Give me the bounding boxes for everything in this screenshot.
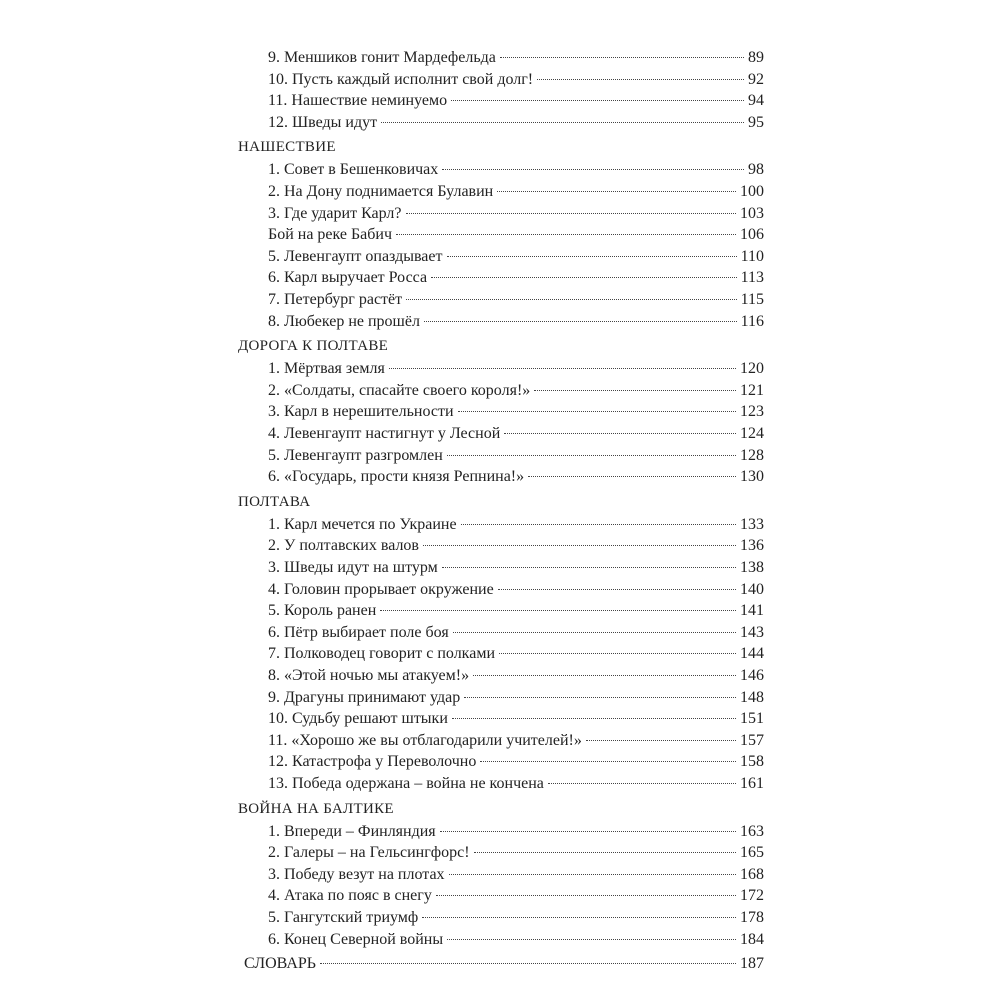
toc-entry[interactable]	[268, 70, 764, 90]
entry-title: 2. Галеры – на Гельсингфорс!	[268, 844, 470, 862]
dot-leader	[447, 939, 736, 940]
entry-page-number: 146	[740, 667, 764, 684]
toc-entry[interactable]	[268, 666, 764, 686]
entry-title: 1. Совет в Бешенковичах	[268, 161, 439, 179]
entry-title: 3. Где ударит Карл?	[268, 204, 402, 222]
dot-leader	[528, 476, 736, 477]
entry-page-number: 141	[740, 602, 764, 620]
section-title: НАШЕСТВИЕ	[238, 139, 336, 156]
entry-title: 1. Карл мечется по Украине	[268, 515, 457, 533]
entry-page-number: 92	[748, 70, 764, 88]
dot-leader	[473, 675, 736, 676]
toc-entry[interactable]	[268, 182, 764, 202]
toc-entry[interactable]	[268, 623, 764, 643]
dot-leader	[452, 718, 736, 719]
toc-entry[interactable]	[268, 402, 764, 422]
entry-title: 13. Победа одержана – война не кончена	[268, 775, 544, 792]
entry-title: 6. «Государь, прости князя Репнина!»	[268, 468, 525, 486]
toc-entry[interactable]	[268, 930, 764, 950]
entry-title: 5. Левенгаупт разгромлен	[268, 446, 443, 464]
toc-entry[interactable]	[268, 381, 764, 401]
entry-page-number: 158	[740, 753, 764, 771]
toc-entry[interactable]	[268, 774, 764, 794]
entry-page-number: 113	[740, 269, 764, 287]
toc-entry[interactable]	[268, 247, 764, 267]
dot-leader	[440, 831, 736, 832]
entry-title: 1. Мёртвая земля	[268, 360, 385, 378]
toc-entry[interactable]	[268, 688, 764, 708]
toc-entry[interactable]	[268, 536, 764, 556]
entry-page-number: 165	[740, 844, 764, 862]
entry-page-number: 168	[740, 865, 764, 883]
entry-page-number: 124	[740, 425, 764, 442]
entry-title: 3. Карл в нерешительности	[268, 403, 454, 421]
entry-page-number: 123	[740, 403, 764, 421]
entry-page-number: 115	[740, 291, 764, 308]
dot-leader	[442, 567, 736, 568]
entry-title: 6. Пётр выбирает поле боя	[268, 623, 449, 641]
entry-title: 4. Левенгаупт настигнут у Лесной	[268, 425, 501, 442]
entry-page-number: 130	[740, 468, 764, 486]
entry-page-number: 100	[740, 183, 764, 200]
toc-entry[interactable]	[268, 48, 764, 68]
toc-entry[interactable]	[268, 515, 764, 535]
entry-page-number: 110	[740, 247, 764, 265]
dot-leader	[449, 874, 736, 875]
dot-leader	[389, 368, 736, 369]
entry-title: 5. Король ранен	[268, 602, 377, 620]
toc-entry[interactable]	[268, 312, 764, 332]
entry-page-number: 103	[740, 204, 764, 222]
entry-title: 2. На Дону поднимается Булавин	[268, 183, 494, 200]
dot-leader	[497, 191, 736, 192]
section-title: ДОРОГА К ПОЛТАВЕ	[238, 338, 389, 355]
dot-leader	[480, 761, 736, 762]
section-heading[interactable]	[238, 336, 428, 356]
entry-page-number: 172	[740, 887, 764, 905]
entry-title: 3. Шведы идут на штурм	[268, 559, 438, 576]
entry-title: 7. Петербург растёт	[268, 291, 403, 308]
toc-entry[interactable]	[268, 580, 764, 600]
entry-page-number: 157	[740, 731, 764, 749]
dot-leader	[381, 122, 744, 123]
glossary-entry[interactable]	[244, 954, 764, 974]
dot-leader	[320, 963, 736, 964]
entry-page-number: 178	[740, 909, 764, 926]
dot-leader	[548, 783, 736, 784]
entry-page-number: 148	[740, 688, 764, 706]
toc-entry[interactable]	[268, 268, 764, 288]
section-title: ВОЙНА НА БАЛТИКЕ	[238, 800, 394, 817]
toc-entry[interactable]	[268, 644, 764, 664]
toc-entry[interactable]	[268, 290, 764, 310]
entry-title: 6. Карл выручает Росса	[268, 269, 428, 287]
dot-leader	[422, 917, 736, 918]
entry-page-number: 161	[740, 775, 764, 792]
entry-title: 4. Головин прорывает окружение	[268, 580, 494, 598]
toc-entry[interactable]	[268, 446, 764, 466]
entry-title: 6. Конец Северной войны	[268, 930, 444, 948]
entry-title: 8. Любекер не прошёл	[268, 312, 420, 330]
toc-entry[interactable]	[268, 843, 764, 863]
dot-leader	[447, 256, 737, 257]
entry-page-number: 98	[748, 161, 764, 179]
toc-entry[interactable]	[268, 160, 764, 180]
entry-page-number: 143	[740, 623, 764, 641]
section-title: СЛОВАРЬ	[244, 955, 316, 973]
dot-leader	[431, 277, 737, 278]
toc-entry[interactable]	[268, 558, 764, 578]
section-title: ПОЛТАВА	[238, 493, 311, 510]
entry-title: 2. «Солдаты, спасайте своего короля!»	[268, 381, 531, 399]
entry-page-number: 95	[748, 113, 764, 131]
entry-title: 12. Катастрофа у Переволочно	[268, 753, 477, 771]
entry-page-number: 138	[740, 559, 764, 576]
entry-title: 1. Впереди – Финляндия	[268, 822, 436, 840]
dot-leader	[406, 299, 736, 300]
dot-leader	[396, 234, 736, 235]
entry-page-number: 163	[740, 822, 764, 840]
toc-entry[interactable]	[268, 467, 764, 487]
dot-leader	[406, 213, 736, 214]
entry-page-number: 187	[740, 955, 764, 973]
entry-title: 2. У полтавских валов	[268, 537, 419, 555]
entry-page-number: 151	[740, 710, 764, 728]
entry-title: 7. Полководец говорит с полками	[268, 645, 495, 663]
toc-entry[interactable]	[268, 865, 764, 885]
entry-title: 9. Драгуны принимают удар	[268, 688, 461, 706]
entry-page-number: 144	[740, 645, 764, 663]
dot-leader	[451, 100, 744, 101]
entry-page-number: 140	[740, 580, 764, 598]
dot-leader	[436, 895, 736, 896]
entry-title: 5. Гангутский триумф	[268, 909, 419, 926]
entry-page-number: 136	[740, 537, 764, 555]
dot-leader	[537, 79, 744, 80]
entry-title: Бой на реке Бабич	[268, 226, 393, 244]
section-heading[interactable]	[238, 799, 428, 819]
toc-entry[interactable]	[268, 91, 764, 111]
entry-page-number: 121	[740, 381, 764, 399]
entry-title: 10. Судьбу решают штыки	[268, 710, 448, 728]
toc-entry[interactable]	[268, 601, 764, 621]
dot-leader	[474, 852, 736, 853]
entry-page-number: 89	[748, 49, 764, 66]
entry-title: 10. Пусть каждый исполнит свой долг!	[268, 70, 534, 88]
dot-leader	[380, 610, 736, 611]
toc-entry[interactable]	[268, 822, 764, 842]
entry-title: 9. Меншиков гонит Мардефельда	[268, 49, 496, 66]
entry-page-number: 184	[740, 930, 764, 948]
toc-entry[interactable]	[268, 731, 764, 751]
toc-entry[interactable]	[268, 886, 764, 906]
dot-leader	[498, 589, 736, 590]
toc-entry[interactable]	[268, 709, 764, 729]
dot-leader	[424, 321, 737, 322]
entry-title: 4. Атака по пояс в снегу	[268, 887, 432, 905]
dot-leader	[499, 653, 736, 654]
entry-page-number: 133	[740, 515, 764, 533]
section-heading[interactable]	[238, 137, 380, 157]
dot-leader	[423, 545, 736, 546]
dot-leader	[442, 169, 744, 170]
dot-leader	[500, 57, 744, 58]
entry-title: 11. Нашествие неминуемо	[268, 92, 448, 110]
toc-entry[interactable]	[268, 204, 764, 224]
dot-leader	[504, 433, 736, 434]
dot-leader	[447, 455, 736, 456]
dot-leader	[534, 390, 736, 391]
toc-entry[interactable]	[268, 359, 764, 379]
section-heading[interactable]	[238, 492, 380, 512]
dot-leader	[458, 411, 736, 412]
toc-entry[interactable]	[268, 752, 764, 772]
entry-title: 8. «Этой ночью мы атакуем!»	[268, 667, 470, 684]
dot-leader	[586, 740, 736, 741]
entry-page-number: 120	[740, 360, 764, 378]
entry-title: 5. Левенгаупт опаздывает	[268, 247, 443, 265]
toc-entry[interactable]	[268, 225, 764, 245]
entry-page-number: 106	[740, 226, 764, 244]
dot-leader	[453, 632, 736, 633]
dot-leader	[464, 697, 736, 698]
toc-entry[interactable]	[268, 424, 764, 444]
dot-leader	[461, 524, 736, 525]
entry-page-number: 116	[740, 312, 764, 330]
toc-entry[interactable]	[268, 908, 764, 928]
entry-title: 3. Победу везут на плотах	[268, 865, 445, 883]
entry-title: 11. «Хорошо же вы отблагодарили учителей!»	[268, 731, 582, 749]
entry-page-number: 94	[748, 92, 764, 110]
entry-page-number: 128	[740, 446, 764, 464]
entry-title: 12. Шведы идут	[268, 113, 378, 131]
toc-entry[interactable]	[268, 113, 764, 133]
